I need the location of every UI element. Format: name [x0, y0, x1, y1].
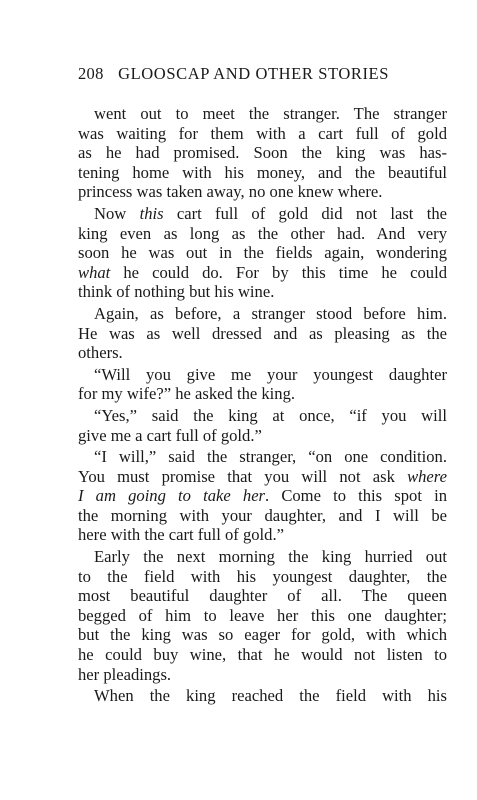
text-line	[78, 263, 447, 283]
text-line: others.	[78, 343, 123, 363]
italic-run: where	[407, 466, 447, 486]
text-line: for my wife?” he asked the king.	[78, 384, 296, 404]
text-line: “Yes,” said the king at once, “if you will	[94, 405, 447, 425]
text-line: tening home with his money, and the beautiful	[78, 162, 447, 182]
text-run: Now	[94, 203, 140, 223]
text-line: went out to meet the stranger. The stranger	[94, 104, 447, 123]
paragraph	[78, 406, 447, 445]
text-run: cart full of gold did not last the	[163, 203, 447, 223]
italic-run: what	[78, 262, 111, 282]
italic-run: this	[139, 203, 164, 223]
paragraph	[78, 204, 447, 302]
running-title: GLOOSCAP AND OTHER STORIES	[118, 64, 390, 83]
paragraph	[78, 304, 447, 363]
page-header	[78, 64, 448, 88]
paragraph	[78, 686, 447, 706]
paragraph	[78, 104, 447, 202]
text-line: king even as long as the other had. And very	[78, 223, 447, 243]
text-line: to the field with his youngest daughter, the	[78, 566, 447, 586]
text-run: . Come to this spot in	[265, 486, 447, 506]
text-line: soon he was out in the fields again, wondering	[78, 243, 447, 263]
text-line: Again, as before, a stranger stood before him.	[94, 303, 447, 323]
text-line: “I will,” said the stranger, “on one condition.	[94, 447, 447, 467]
paragraph	[78, 365, 447, 404]
text-line: begged of him to leave her this one daughter;	[78, 605, 447, 625]
text-line: but the king was so eager for gold, with which	[78, 625, 447, 645]
text-run: You must promise that you will not ask	[78, 466, 408, 486]
text-line	[78, 486, 447, 506]
body-text	[78, 104, 447, 708]
text-line: was waiting for them with a cart full of gold	[78, 123, 447, 143]
text-line: her pleadings.	[78, 664, 172, 684]
text-line	[78, 204, 447, 224]
italic-run: I am going to take her	[78, 486, 266, 506]
text-line	[78, 467, 447, 487]
text-line: most beautiful daughter of all. The queen	[78, 586, 447, 606]
text-line: think of nothing but his wine.	[78, 282, 275, 302]
page-number: 208	[78, 64, 104, 83]
text-line: here with the cart full of gold.”	[78, 525, 284, 545]
text-line: princess was taken away, no one knew where.	[78, 182, 383, 202]
text-line: give me a cart full of gold.”	[78, 425, 262, 445]
text-run: he could do. For by this time he could	[110, 262, 447, 282]
paragraph	[78, 547, 447, 684]
text-line: Early the next morning the king hurried out	[94, 547, 447, 567]
text-line: When the king reached the field with his	[94, 686, 447, 706]
text-line: he could buy wine, that he would not listen to	[78, 645, 447, 665]
text-line: the morning with your daughter, and I will be	[78, 505, 447, 525]
text-line: as he had promised. Soon the king was has-	[78, 143, 447, 163]
text-line: He was as well dressed and as pleasing as the	[78, 323, 447, 343]
text-line: “Will you give me your youngest daughter	[94, 364, 447, 384]
paragraph	[78, 447, 447, 545]
